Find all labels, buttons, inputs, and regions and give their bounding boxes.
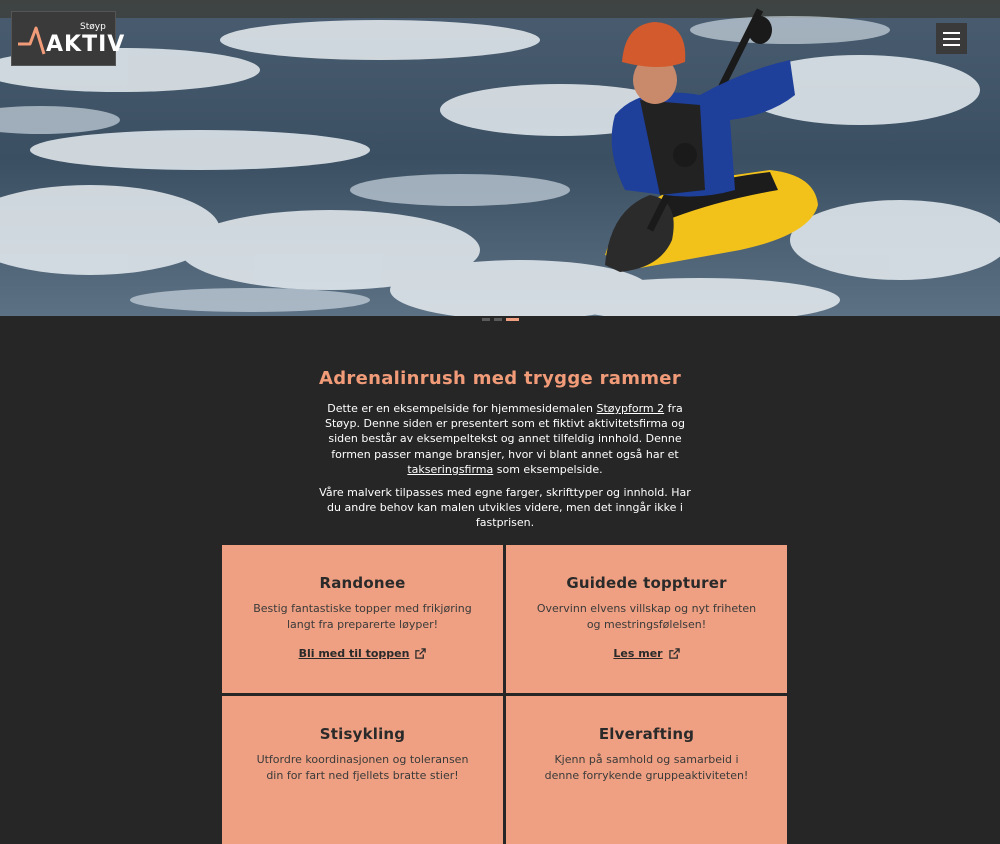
card-text: Utfordre koordinasjonen og toleransen din for fart ned fjellets bratte stier!: [256, 753, 469, 782]
menu-bar: [943, 44, 960, 46]
slider-indicator: [0, 318, 1000, 324]
card-link-text[interactable]: Bli med til toppen: [298, 647, 410, 660]
logo-small-text: Støyp: [80, 22, 106, 32]
card-link[interactable]: [222, 647, 503, 660]
card-title: Randonee: [319, 574, 406, 592]
slider-dot-1[interactable]: [482, 318, 490, 321]
intro-paragraph-2: Våre malverk tilpasses med egne farger, skrifttyper og innhold. Har du andre behov kan malen utvikles videre, men det inngår ikke i fastprisen.: [319, 486, 691, 530]
intro-text-part: som eksempelside.: [493, 462, 603, 476]
intro-text-part: Dette er en eksempelside for hjemmesidemalen: [327, 402, 597, 415]
hero-image-kayaker: [0, 0, 1000, 316]
card-randonee: [222, 545, 503, 693]
card-elverafting: [506, 696, 787, 844]
site-logo[interactable]: [11, 11, 126, 66]
stoypform-link[interactable]: Støypform 2: [596, 402, 665, 415]
slider-dot-2[interactable]: [494, 318, 502, 321]
external-link-icon: [415, 648, 426, 659]
hero-photo: [0, 0, 1000, 316]
takseringsfirma-link[interactable]: takseringsfirma: [407, 462, 494, 476]
menu-bar: [943, 38, 960, 40]
hamburger-menu-icon[interactable]: [936, 23, 967, 54]
intro-text: [315, 401, 695, 539]
logo-big-text: AKTIV: [46, 32, 126, 57]
intro-paragraph-1: [315, 401, 695, 477]
card-text: Bestig fantastiske topper med frikjøring langt fra preparerte løyper!: [253, 602, 472, 631]
menu-bar: [943, 32, 960, 34]
card-link-text[interactable]: Les mer: [613, 647, 663, 660]
card-stisykling: [222, 696, 503, 844]
external-link-icon: [669, 648, 680, 659]
card-text: Overvinn elvens villskap og nyt friheten og mestringsfølelsen!: [536, 602, 757, 631]
card-title: Guidede toppturer: [566, 574, 727, 592]
intro-heading: Adrenalinrush med trygge rammer: [319, 368, 681, 389]
card-guidede-toppturer: [506, 545, 787, 693]
card-link[interactable]: [506, 647, 787, 660]
card-text: Kjenn på samhold og samarbeid i denne forrykende gruppeaktiviteten!: [544, 753, 749, 782]
card-title: Stisykling: [319, 725, 406, 743]
card-title: Elverafting: [598, 725, 695, 743]
intro-text-part: fra Støyp. Denne siden er presentert som et fiktivt aktivitetsfirma og siden består av eksempeltekst og annet tilfeldig innhold. Denne formen passer mange bransjer, hvor vi blant annet også har et: [325, 402, 685, 461]
slider-dot-3-active[interactable]: [506, 318, 519, 321]
